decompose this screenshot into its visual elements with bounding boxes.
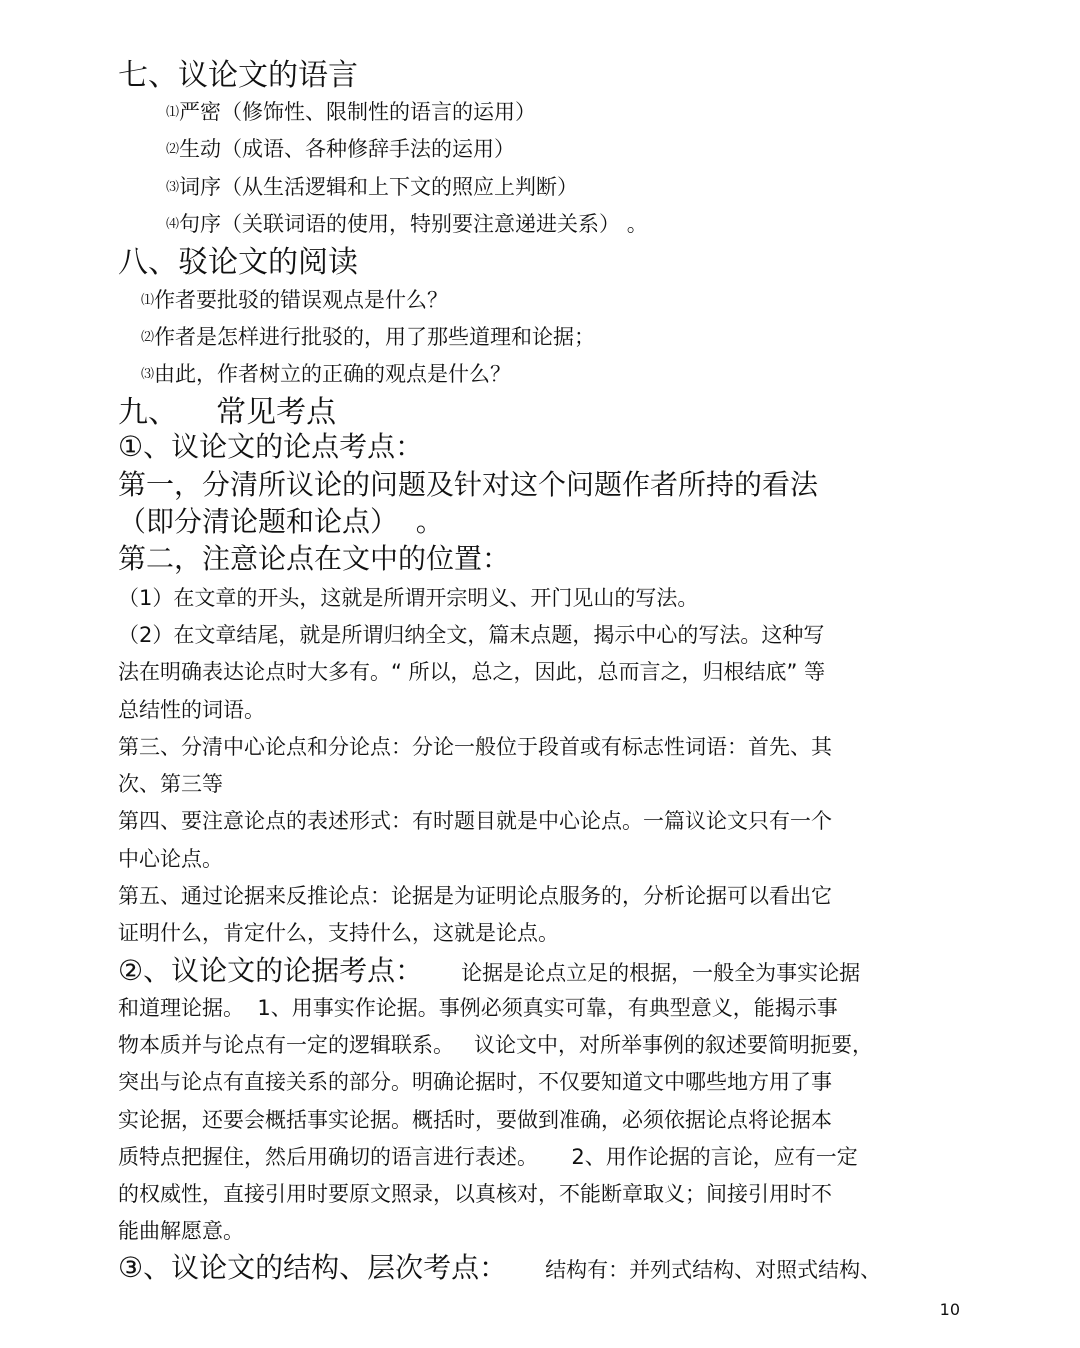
item-number: ⑷	[166, 217, 180, 232]
third-point-line-1: 第三、分清中心论点和分论点：分论一般位于段首或有标志性词语：首先、其	[118, 735, 832, 759]
page-number: 10	[939, 1300, 960, 1319]
sec8-item-3	[141, 358, 511, 388]
item-text: 作者要批驳的错误观点是什么？	[154, 288, 449, 312]
item-text: 句序（关联词语的使用，特别要注意递进关系） 。	[179, 212, 648, 236]
evidence-line-2: 和道理论据。 1、用事实作论据。事例必须真实可靠，有典型意义，能揭示事	[118, 996, 838, 1020]
structure-section-line	[118, 1246, 881, 1286]
first-point-line-1: 第一，分清所议论的问题及针对这个问题作者所持的看法	[118, 468, 819, 501]
evidence-line-4: 突出与论点有直接关系的部分。明确论据时，不仅要知道文中哪些地方用了事	[118, 1070, 832, 1094]
sec7-item-2	[166, 133, 515, 163]
position-1: （1）在文章的开头，这就是所谓开宗明义、开门见山的写法。	[118, 586, 699, 610]
argument-point-heading: ①、议论文的论点考点：	[118, 430, 424, 463]
section-7-title: 七、议论文的语言	[118, 58, 358, 93]
item-text: 由此，作者树立的正确的观点是什么？	[154, 362, 512, 386]
evidence-heading: ②、议论文的论据考点：	[118, 954, 424, 987]
sec7-item-3	[166, 171, 578, 201]
sec7-item-1	[166, 96, 536, 126]
item-text: 词序（从生活逻辑和上下文的照应上判断）	[179, 175, 579, 199]
item-text: 生动（成语、各种修辞手法的运用）	[179, 137, 516, 161]
evidence-line-5: 实论据，还要会概括事实论据。概括时，要做到准确，必须依据论点将论据本	[118, 1108, 832, 1132]
section-8-title: 八、驳论文的阅读	[118, 245, 358, 280]
structure-text: 结构有：并列式结构、对照式结构、	[545, 1258, 882, 1282]
item-number: ⑴	[141, 293, 155, 308]
position-2-line-2: 法在明确表达论点时大多有。“ 所以，总之，因此，总而言之，归根结底” 等	[118, 660, 826, 684]
evidence-line-3: 物本质并与论点有一定的逻辑联系。 议论文中，对所举事例的叙述要简明扼要，	[118, 1033, 874, 1057]
evidence-line-6: 质特点把握住，然后用确切的语言进行表述。 2、用作论据的言论，应有一定	[118, 1145, 858, 1169]
item-number: ⑴	[166, 105, 180, 120]
evidence-section-line-1	[118, 949, 860, 989]
sec8-item-1	[141, 284, 448, 314]
sec8-item-2	[141, 321, 595, 351]
evidence-text: 论据是论点立足的根据，一般全为事实论据	[461, 961, 861, 985]
item-number: ⑵	[166, 142, 180, 157]
item-number: ⑶	[166, 180, 180, 195]
structure-heading: ③、议论文的结构、层次考点：	[118, 1251, 508, 1284]
third-point-line-2: 次、第三等	[118, 772, 223, 796]
item-text: 作者是怎样进行批驳的，用了那些道理和论据；	[154, 325, 596, 349]
position-2-line-1: （2）在文章结尾，就是所谓归纳全文，篇末点题，揭示中心的写法。这种写	[118, 623, 825, 647]
item-number: ⑵	[141, 330, 155, 345]
fourth-point-line-2: 中心论点。	[118, 847, 223, 871]
fifth-point-line-2: 证明什么，肯定什么，支持什么，这就是论点。	[118, 921, 559, 945]
item-number: ⑶	[141, 367, 155, 382]
evidence-line-7: 的权威性，直接引用时要原文照录，以真核对，不能断章取义；间接引用时不	[118, 1182, 832, 1206]
sec7-item-4	[166, 208, 648, 238]
fourth-point-line-1: 第四、要注意论点的表述形式：有时题目就是中心论点。一篇议论文只有一个	[118, 809, 832, 833]
second-point: 第二，注意论点在文中的位置：	[118, 542, 511, 575]
item-text: 严密（修饰性、限制性的语言的运用）	[179, 100, 537, 124]
fifth-point-line-1: 第五、通过论据来反推论点：论据是为证明论点服务的，分析论据可以看出它	[118, 884, 832, 908]
position-2-line-3: 总结性的词语。	[118, 698, 265, 722]
first-point-line-2: （即分清论题和论点） 。	[118, 505, 444, 538]
evidence-line-8: 能曲解愿意。	[118, 1219, 244, 1243]
section-9-title: 九、 常见考点	[118, 395, 337, 430]
